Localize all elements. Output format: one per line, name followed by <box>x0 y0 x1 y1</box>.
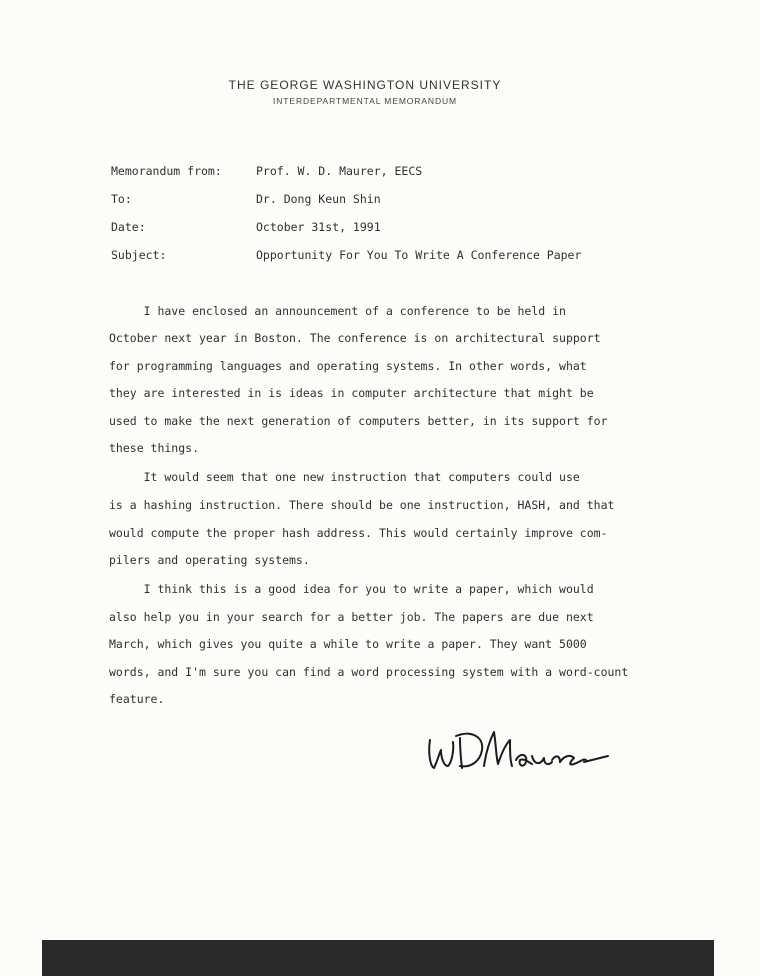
body-line: I think this is a good idea for you to write a paper, which would <box>109 582 594 596</box>
letterhead <box>0 78 760 106</box>
body-line: they are interested in is ideas in computer architecture that might be <box>109 386 594 400</box>
memo-date-row <box>111 220 381 236</box>
body-line: would compute the proper hash address. This would certainly improve com- <box>109 526 608 540</box>
memo-subject-row <box>111 248 582 264</box>
body-line: for programming languages and operating systems. In other words, what <box>109 359 587 373</box>
memo-type: INTERDEPARTMENTAL MEMORANDUM <box>272 96 458 106</box>
body-line: I have enclosed an announcement of a conference to be held in <box>109 304 566 318</box>
body-line: feature. <box>109 692 165 706</box>
memo-date-value: October 31st, 1991 <box>256 220 381 234</box>
memo-date-label: Date: <box>111 220 146 234</box>
memo-subject-label: Subject: <box>111 248 167 262</box>
body-line: October next year in Boston. The conference is on architectural support <box>109 331 601 345</box>
body-line: these things. <box>109 441 200 455</box>
body-line: is a hashing instruction. There should be one instruction, HASH, and that <box>109 498 615 512</box>
memo-subject-value: Opportunity For You To Write A Conference Paper <box>256 248 582 262</box>
body-line: pilers and operating systems. <box>109 553 310 567</box>
memo-from-label: Memorandum from: <box>111 164 222 178</box>
scan-bottom-strip <box>42 940 714 976</box>
university-name: THE GEORGE WASHINGTON UNIVERSITY <box>228 78 502 92</box>
memo-to-row <box>111 192 381 208</box>
handwritten-signature <box>424 722 610 782</box>
memo-to-label: To: <box>111 192 132 206</box>
memo-to-value: Dr. Dong Keun Shin <box>256 192 381 206</box>
body-line: It would seem that one new instruction that computers could use <box>109 470 580 484</box>
memo-from-row <box>111 164 423 180</box>
body-line: used to make the next generation of computers better, in its support for <box>109 414 608 428</box>
body-line: also help you in your search for a better job. The papers are due next <box>109 610 594 624</box>
body-line: words, and I'm sure you can find a word processing system with a word-count <box>109 665 629 679</box>
memo-from-value: Prof. W. D. Maurer, EECS <box>256 164 423 178</box>
body-line: March, which gives you quite a while to write a paper. They want 5000 <box>109 637 587 651</box>
